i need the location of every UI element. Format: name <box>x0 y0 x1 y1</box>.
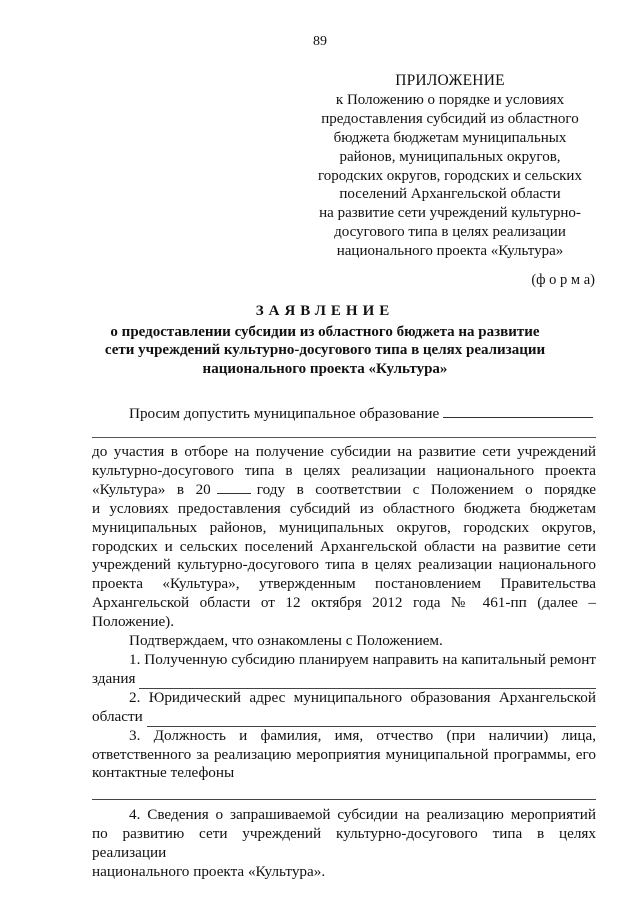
heading-line: сети учреждений культурно-досугового типа в целях реализации <box>104 342 546 358</box>
body-line: учреждений культурно-досугового типа в целях реализации национального <box>92 556 596 574</box>
application-body <box>92 443 596 882</box>
body-line: муниципальных районов, муниципальных округов, городских округов, <box>92 518 596 536</box>
item-4: 4. Сведения о запрашиваемой субсидии на реализацию мероприятий <box>129 806 596 824</box>
item-1-label: здания <box>92 669 136 687</box>
appendix-line: районов, муниципальных округов, <box>339 148 561 165</box>
item-2-field <box>92 708 596 727</box>
form-note: (ф о р м а) <box>531 272 595 288</box>
appendix-line: досугового типа в целях реализации <box>334 224 566 241</box>
municipality-blank[interactable] <box>443 405 593 418</box>
body-line: ответственного за реализацию мероприятия муниципальной программы, его <box>92 745 596 763</box>
heading-line: о предоставлении субсидии из областного бюджета на развитие <box>110 323 540 340</box>
body-line: контактные телефоны <box>92 764 235 782</box>
municipality-continuation-line[interactable] <box>92 437 596 438</box>
item-3: 3. Должность и фамилия, имя, отчество (при наличии) лица, <box>129 726 596 744</box>
body-line: и условиях предоставления субсидий из областного бюджета бюджетам <box>92 499 596 517</box>
body-line: культурно-досугового типа в целях реализации национального проекта <box>92 461 596 479</box>
appendix-line: национального проекта «Культура» <box>336 243 564 260</box>
appendix-block <box>300 72 600 261</box>
document-heading <box>90 302 560 378</box>
appendix-line: бюджета бюджетам муниципальных <box>333 129 567 146</box>
confirm-text: Подтверждаем, что ознакомлены с Положением. <box>129 632 443 650</box>
appendix-line: на развитие сети учреждений культурно- <box>319 205 581 222</box>
body-line-year <box>92 481 596 500</box>
appendix-line: поселений Архангельской области <box>339 186 561 203</box>
body-line: национального проекта «Культура». <box>92 863 326 881</box>
appendix-title: ПРИЛОЖЕНИЕ <box>395 72 505 89</box>
building-blank[interactable] <box>139 674 596 689</box>
contact-blank[interactable] <box>92 783 596 800</box>
appendix-line: к Положению о порядке и условиях <box>335 91 565 108</box>
body-line: Положение). <box>92 613 175 631</box>
request-text: Просим допустить муниципальное образование <box>129 405 440 422</box>
item-2-label: области <box>92 707 143 725</box>
appendix-line: городских округов, городских и сельских <box>318 167 582 184</box>
body-line: городских и сельских поселений Архангельской области на развитие сети <box>92 537 596 555</box>
address-blank[interactable] <box>147 712 596 727</box>
body-line-year-end: году в соответствии с Положением о порядке <box>256 480 596 498</box>
body-line: проекта «Культура», утвержденным постановлением Правительства <box>92 575 596 593</box>
body-line: до участия в отборе на получение субсидии на развитие сети учреждений <box>92 443 596 460</box>
page-number: 89 <box>313 34 327 49</box>
heading-line: национального проекта «Культура» <box>202 360 448 377</box>
request-line <box>129 405 589 423</box>
item-2: 2. Юридический адрес муниципального образования Архангельской <box>129 688 596 706</box>
appendix-line: предоставления субсидий из областного <box>321 110 579 127</box>
body-line: Архангельской области от 12 октября 2012 года № 461-пп (далее – <box>92 594 596 612</box>
body-line-year-start: «Культура» в 20 <box>92 480 211 498</box>
body-line: по развитию сети учреждений культурно-досугового типа в целях реализации <box>92 825 596 862</box>
item-1: 1. Полученную субсидию планируем направить на капитальный ремонт <box>129 650 596 668</box>
year-blank[interactable] <box>217 481 251 494</box>
item-1-field <box>92 670 596 689</box>
document-title: ЗАЯВЛЕНИЕ <box>255 303 395 319</box>
